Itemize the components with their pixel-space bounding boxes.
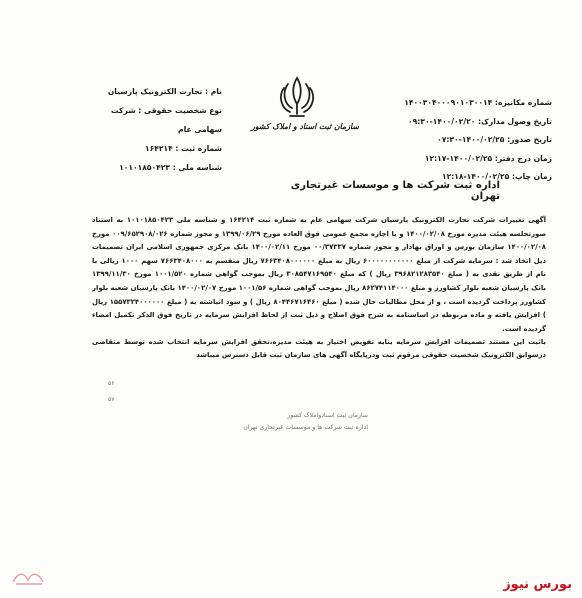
brand-watermark: بورس نیوز xyxy=(503,577,572,592)
logo-watermark-icon xyxy=(10,570,48,586)
iran-emblem-icon xyxy=(276,74,318,122)
meta-line: تاریخ وصول مدارک: ۱۴۰۰/۰۲/۲۰-۰۹:۳۰ xyxy=(408,116,552,126)
official-stamp xyxy=(178,410,368,462)
announcement-body: آگهی تغییرات شرکت تجارت الکترونیک پارسیان شرکت سهامی عام به شماره ثبت ۱۶۴۲۱۴ و شناسه ملی ۱۰۱۰۱۸۵۰۴۲۳ به استناد صورتجلسه هیئت مدیره مورخ ۱۴۰۰/۰۲/۰۸ و با اجازه مجمع عمومی فوق العاده مورخ ۱۳۹۹/۰۶/۲۹ و مجوز شماره ۰۰۹/۶۵۲۹۰۸/۰۲۶ مورخ ۱۴۰۰/۰۲/۰۸ سازمان بورس و اوراق بهادار و مجوز شماره ۰۰/۳۷۳۳۷ مورخ ۱۴۰۰/۰۲/۱۱ بانک مرکزی جمهوری اسلامی ایران تصمیمات ذیل اتخاذ شد : سرمایه شرکت از مبلغ ۶۰۰۰۰۰۰۰۰۰۰۰ ریال به مبلغ ۷۶۶۳۴۰۸۰۰۰۰۰۰ ریال منقسم به ۷۶۶۳۴۰۸۰۰۰ سهم ۱۰۰۰ ریالی با نام از طریق نقدی به ( مبلغ ۳۹۶۸۲۱۲۸۳۵۴۰ ریال ) که مبلغ ۳۰۸۵۴۷۱۶۹۵۴۰ ریال بموجب گواهی شماره ۱۰۰۱/۵۲۰ مورخ ۱۳۹۹/۱۱/۳۰ بانک پارسیان شعبه بلوار کشاورز و مبلغ ۸۶۲۷۴۱۱۴۰۰۰ ریال بموجب گواهی شماره ۱۰۰۱/۵۶ مورخ ۱۴۰۰/۰۲/۰۷ بانک پارسیان شعبه بلوار کشاورز پرداخت گردیده است ، و از محل مطالبات حال شده ( مبلغ ۸۰۴۴۶۷۱۶۴۶۰ ریال ) و سود انباشته به ( مبلغ ۱۵۵۷۳۲۴۰۰۰۰۰۰ ریال ) افزایش یافته و ماده مربوطه در اساسنامه به شرح فوق اصلاح و ذیل ثبت از لحاظ افزایش سرمایه در تاریخ فوق الذکر تکمیل امضاء گردیده است. xyxy=(92,216,547,333)
meta-line: شماره مکانیزه: ۱۴۰۰۳۰۴۰۰۰۹۰۱۰۳۰۰۱۴ xyxy=(404,98,552,107)
department-title: اداره ثبت شرکت ها و موسسات غیرتجاری تهران xyxy=(290,180,500,202)
stamp-mark xyxy=(108,376,114,408)
meta-line: زمان درج دفتر: ۱۴۰۰/۰۲/۲۵-۱۲:۱۷ xyxy=(424,153,552,163)
stamp-mark-number: ۵۷ xyxy=(108,396,115,403)
document-meta-left xyxy=(102,82,222,177)
stamp-line: سازمان ثبت اسنادواملاک کشور xyxy=(287,412,368,419)
meta-line: تاریخ صدور: ۱۴۰۰/۰۲/۲۵-۰۷:۳۰ xyxy=(437,135,552,145)
org-name: سازمان ثبت اسناد و املاک کشور xyxy=(251,122,359,131)
company-name-line: نام : تجارت الکترونیک پارسیان xyxy=(107,87,222,96)
announcement-footer: باثبت این مستند تصمیمات افزایش سرمایه بنابه تفویض اختیار به هیئت مدیره،تحقق افزایش سرمایه انتخاب شده توسط متقاضی درسوابق الکترونیک شخصیت حقوقی مرقوم ثبت ودرپایگاه آگهی های سازمان ثبت قابل دسترس میباشد xyxy=(92,338,546,360)
stamp-line: اداره ثبت شرکت ها و موسسات غیرتجاری تهران xyxy=(243,424,368,431)
legal-type-line: نوع شخصیت حقوقی : شرکت سهامی عام xyxy=(111,106,222,134)
stamp-mark-number: ۵۶ xyxy=(108,380,115,387)
document-meta-right xyxy=(352,94,552,187)
registration-number-line: شماره ثبت : ۱۶۴۲۱۴ xyxy=(144,144,222,153)
national-id-line: شناسه ملی : ۱۰۱۰۱۸۵۰۴۲۳ xyxy=(119,163,222,172)
meta-line: زمان چاپ: ۱۴۰۰/۰۲/۲۵-۱۲:۱۸ xyxy=(441,172,552,182)
